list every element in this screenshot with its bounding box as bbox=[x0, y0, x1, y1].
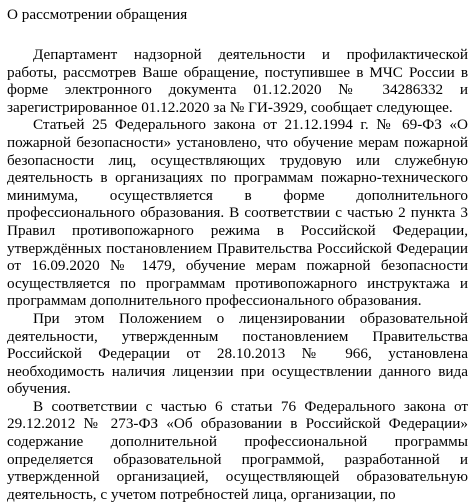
paragraph-article-25: Статьей 25 Федерального закона от 21.12.1994 г. № 69-ФЗ «О пожарной безопасности» установлено, что обучение мерам пожарной безопасности лиц, осуществляющих трудовую или служебную деятельность в организациях по программам пожарно-технического минимума, осуществляется в форме дополнительного профессионального образования. В соответствии с частью 2 пункта 3 Правил противопожарного режима в Российской Федерации, утверждённых постановлением Правительства Российской Федерации от 16.09.2020 № 1479, обучение мерам пожарной безопасности осуществляется по программам противопожарного инструктажа и программам дополнительного профессионального образования. bbox=[7, 116, 468, 310]
document-title: О рассмотрении обращения bbox=[7, 6, 188, 23]
paragraph-licensing: При этом Положением о лицензировании образовательной деятельности, утвержденным постановлением Правительства Российской Федерации от 28.10.2013 № 966, установлена необходимость наличия лицензии при осуществлении данного вида обучения. bbox=[7, 309, 468, 398]
title-spacer bbox=[7, 32, 468, 46]
paragraph-article-76: В соответствии с частью 6 статьи 76 Федерального закона от 29.12.2012 № 273-ФЗ «Об образовании в Российской Федерации» содержание дополнительной профессиональной программы определяется образовательной программой, разработанной и утвержденной организацией, осуществляющей образовательную деятельность, с учетом потребностей лица, организации, по bbox=[7, 397, 468, 503]
paragraph-intro: Департамент надзорной деятельности и профилактической работы, рассмотрев Ваше обращение, поступившее в МЧС России в форме электронного документа 01.12.2020 № 34286332 и зарегистрированное 01.12.2020 за № ГИ-3929, сообщает следующее. bbox=[7, 46, 468, 116]
